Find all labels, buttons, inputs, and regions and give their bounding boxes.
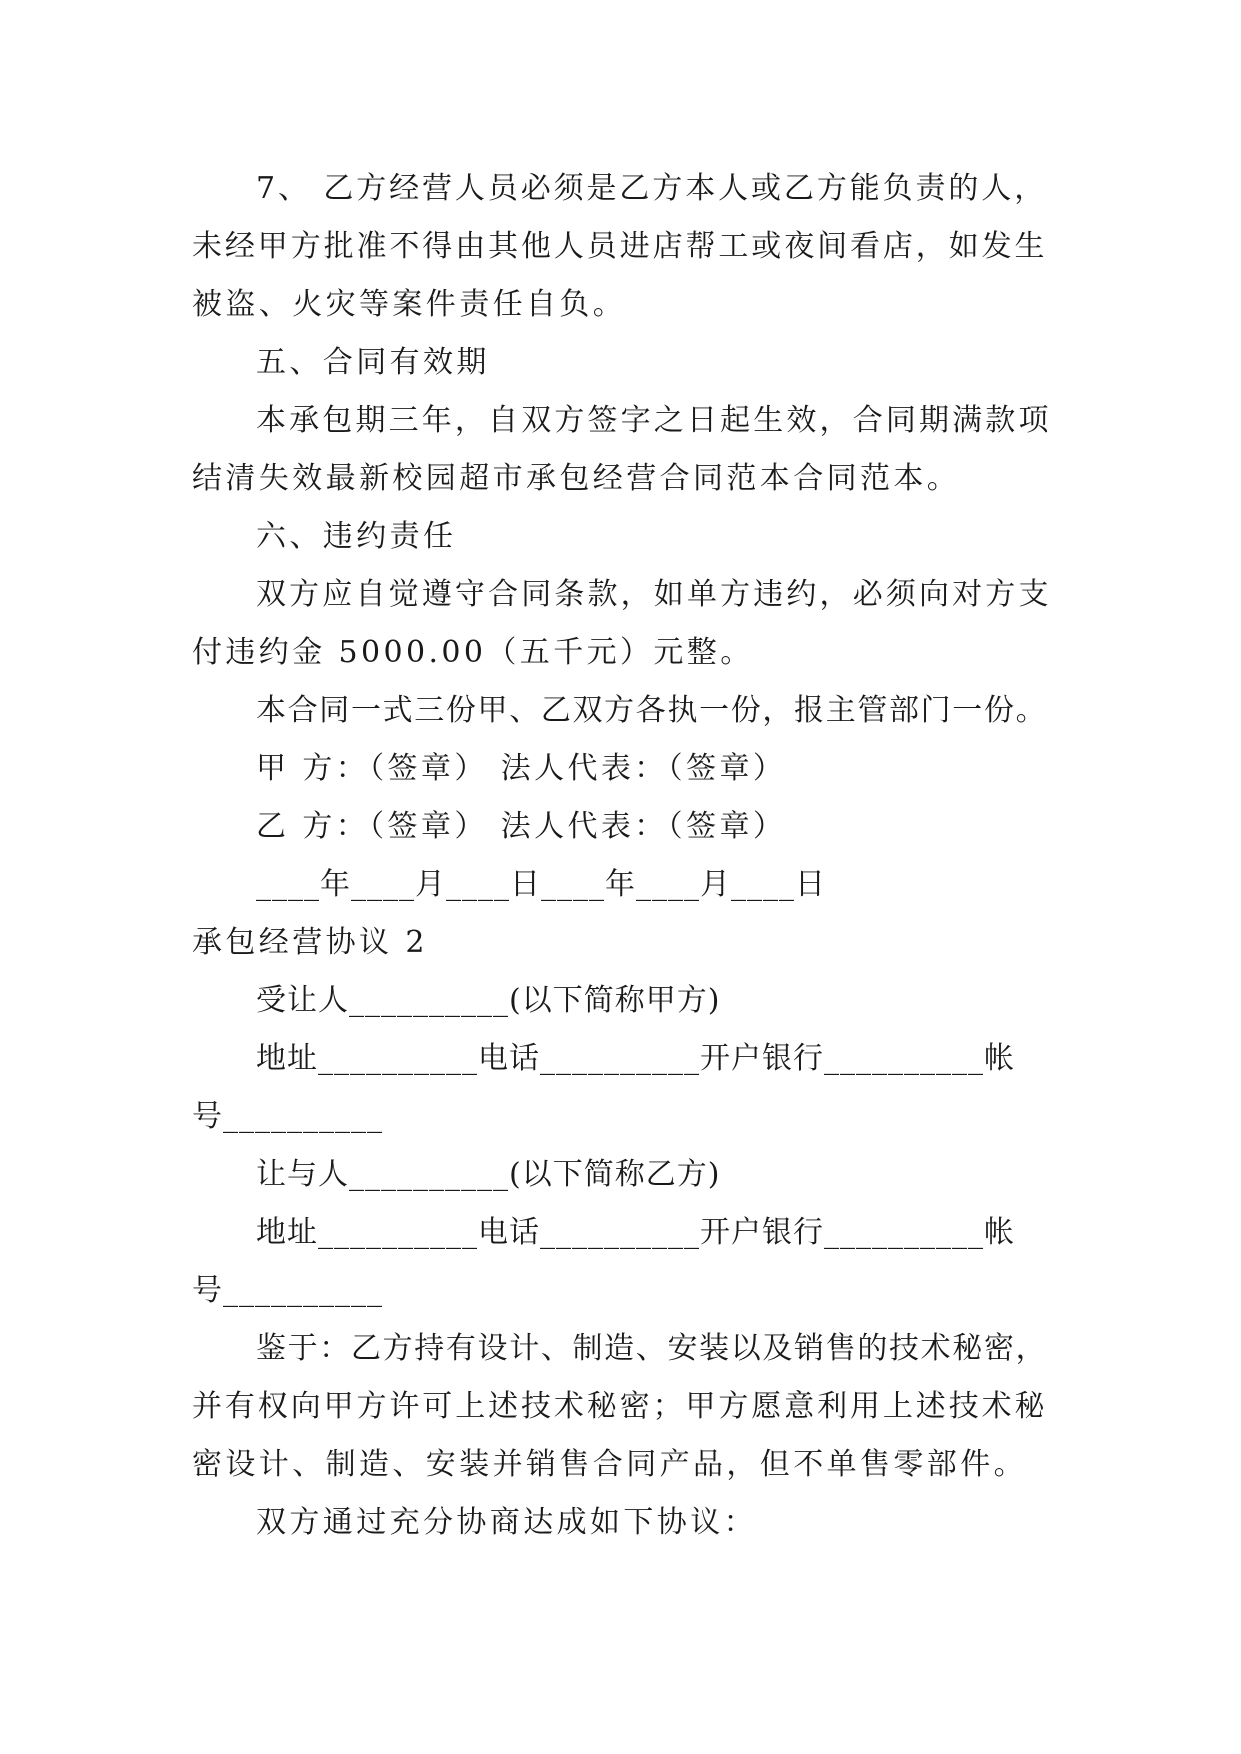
date-blanks: ____年____月____日____年____月____日 [256,867,826,902]
assignor-line: 让与人__________(以下简称乙方) [256,1157,721,1192]
whereas-line-1: 鉴于：乙方持有设计、制造、安装以及销售的技术秘密， [256,1331,1048,1366]
copies-statement: 本合同一式三份甲、乙双方各执一份，报主管部门一份。 [256,693,1048,728]
party-b-signature: 乙 方：（签章） 法人代表：（签章） [256,809,787,844]
agreement-intro: 双方通过充分协商达成如下协议： [256,1505,757,1540]
validity-line-1: 本承包期三年，自双方签字之日起生效，合同期满款项 [256,403,1052,438]
assignor-contact-line: 地址__________电话__________开户银行__________帐 [256,1215,1015,1250]
clause-7-line-2: 未经甲方批准不得由其他人员进店帮工或夜间看店，如发生 [192,229,1048,264]
party-a-signature: 甲 方：（签章） 法人代表：（签章） [256,751,787,786]
agreement-title: 承包经营协议 2 [192,925,428,960]
assignee-account-line: 号__________ [192,1099,383,1134]
assignee-contact-line: 地址__________电话__________开户银行__________帐 [256,1041,1015,1076]
liability-line-1: 双方应自觉遵守合同条款，如单方违约，必须向对方支 [256,577,1052,612]
assignor-account-line: 号__________ [192,1273,383,1308]
whereas-line-2: 并有权向甲方许可上述技术秘密；甲方愿意利用上述技术秘 [192,1389,1048,1424]
validity-line-2: 结清失效最新校园超市承包经营合同范本合同范本。 [192,461,961,496]
whereas-line-3: 密设计、制造、安装并销售合同产品，但不单售零部件。 [192,1447,1027,1482]
assignee-line: 受让人__________(以下简称甲方) [256,983,721,1018]
section-heading-validity: 五、合同有效期 [256,345,490,380]
section-heading-liability: 六、违约责任 [256,519,457,554]
document-body [192,160,1052,1552]
clause-7-line-1: 7、 乙方经营人员必须是乙方本人或乙方能负责的人， [256,171,1048,206]
liability-line-2: 付违约金 5000.00（五千元）元整。 [192,635,754,670]
clause-7-line-3: 被盗、火灾等案件责任自负。 [192,287,627,322]
